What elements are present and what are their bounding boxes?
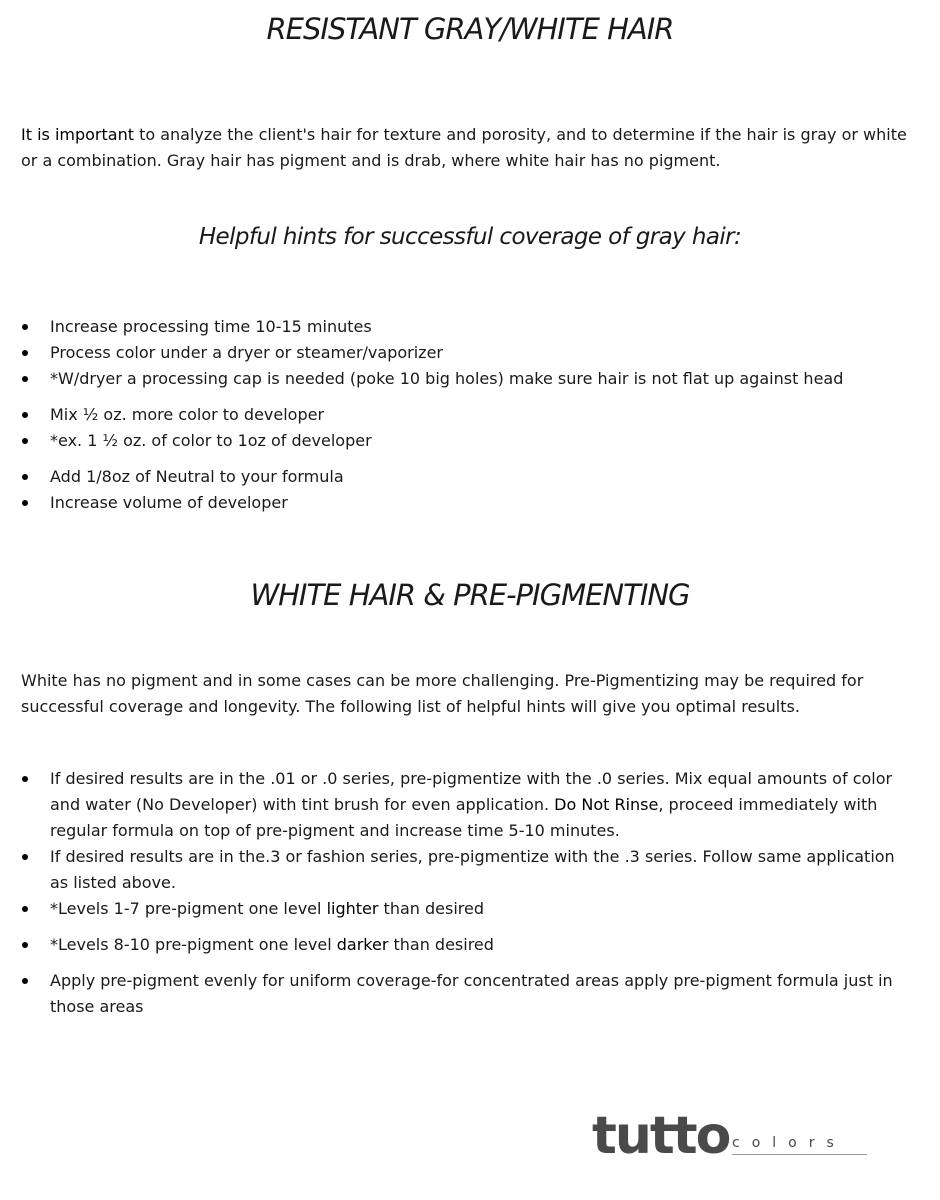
tutto-colors-logo (592, 1106, 882, 1168)
logo-wordmark: tutto (592, 1106, 730, 1166)
hint-text: If desired results are in the .01 or .0 series, pre-pigmentize with the .0 series. Mix equal amounts of color and water (No Developer) with tint brush for even application. (50, 769, 893, 814)
list-item (21, 844, 901, 896)
white-hair-intro: White has no pigment and in some cases can be more challenging. Pre-Pigmentizing may be required for successful coverage and longevity. The following list of helpful hints will give you optimal results. (21, 671, 864, 716)
hint-emphasis: darker (336, 935, 389, 954)
intro-rest: to analyze the client's hair for texture and porosity, and to determine if the hair is gray or white or a combination. Gray hair has pigment and is drab, where white hair has no pigment. (21, 125, 907, 170)
list-item: Increase processing time 10-15 minutes (21, 314, 901, 340)
hint-text: If desired results are in the.3 or fashion series, pre-pigmentize with the .3 series. Follow same application as listed above. (50, 847, 895, 892)
hint-emphasis: lighter (326, 899, 379, 918)
logo-underline (732, 1154, 867, 1155)
hint-emphasis: Do Not Rinse (554, 795, 659, 814)
gray-hair-hints-list (21, 314, 901, 516)
section-title-white-hair: WHITE HAIR & PRE-PIGMENTING (250, 578, 690, 612)
hint-text: Apply pre-pigment evenly for uniform coverage-for concentrated areas apply pre-pigment formula just in those areas (50, 971, 893, 1016)
hint-text: than desired (388, 935, 494, 954)
list-item (21, 766, 901, 844)
hint-text: *Levels 8-10 pre-pigment one level (50, 935, 337, 954)
hint-text: *Levels 1-7 pre-pigment one level (50, 899, 327, 918)
intro-paragraph (21, 122, 911, 174)
list-item: Process color under a dryer or steamer/vaporizer (21, 340, 901, 366)
list-item: *ex. 1 ½ oz. of color to 1oz of developer (21, 428, 901, 454)
pre-pigment-hints-list (21, 766, 901, 1020)
list-item (21, 932, 901, 958)
list-item: Add 1/8oz of Neutral to your formula (21, 464, 901, 490)
list-item (21, 968, 901, 1020)
list-item: Increase volume of developer (21, 490, 901, 516)
hints-heading: Helpful hints for successful coverage of gray hair: (198, 224, 742, 250)
list-item (21, 896, 901, 922)
page-title: RESISTANT GRAY/WHITE HAIR (266, 12, 674, 46)
intro-lead: It is important (21, 125, 134, 144)
hint-text: than desired (378, 899, 484, 918)
logo-subtext: colors (732, 1135, 846, 1151)
list-item: *W/dryer a processing cap is needed (poke 10 big holes) make sure hair is not flat up against head (21, 366, 901, 392)
list-item: Mix ½ oz. more color to developer (21, 402, 901, 428)
hint-text: , proceed immediately with regular formula on top of pre-pigment and increase time 5-10 minutes. (50, 795, 878, 840)
